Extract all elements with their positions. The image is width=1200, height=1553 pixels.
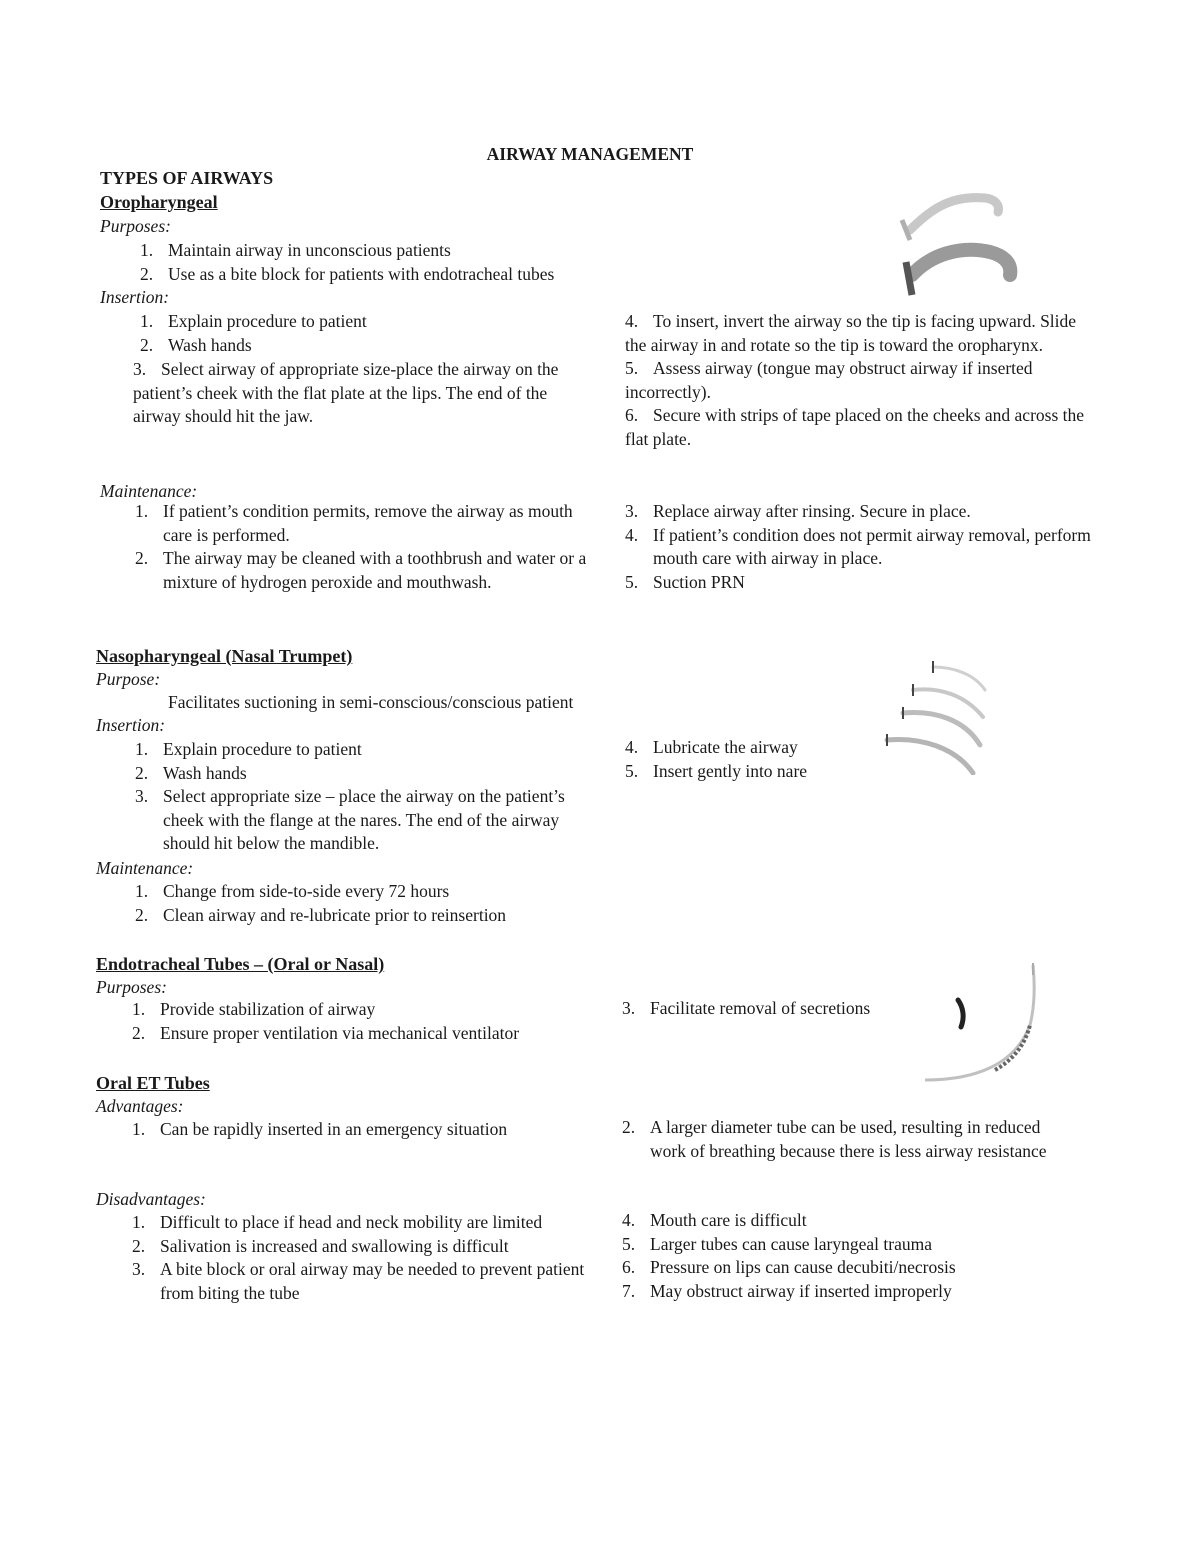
list-item xyxy=(622,997,932,1021)
naso-purpose-label: Purpose: xyxy=(96,669,161,689)
item-number: 1. xyxy=(132,999,146,1019)
item-number: 4. xyxy=(625,311,639,331)
list-item xyxy=(625,310,1090,357)
item-number: 3. xyxy=(132,1259,146,1279)
item-text: Wash hands xyxy=(168,334,252,355)
naso-insertion-right-list xyxy=(625,736,875,783)
nasopharyngeal-heading: Nasopharyngeal (Nasal Trumpet) xyxy=(96,646,353,666)
item-number: 2. xyxy=(135,904,149,925)
list-item xyxy=(135,762,575,786)
list-item xyxy=(132,1235,592,1259)
item-number: 6. xyxy=(622,1257,636,1277)
step-number: 3. xyxy=(133,359,147,379)
list-item xyxy=(132,1211,592,1235)
step-text: Select airway of appropriate size-place the airway on the patient’s cheek with the flat plate at the lips. The end of the airway should hit the jaw. xyxy=(133,359,559,426)
list-item xyxy=(132,1022,612,1046)
item-number: 5. xyxy=(625,571,639,592)
item-text: Suction PRN xyxy=(653,571,745,592)
oro-purposes-list xyxy=(140,239,700,286)
item-text: Facilitate removal of secretions xyxy=(650,998,871,1018)
item-number: 3. xyxy=(622,998,636,1018)
item-text: The airway may be cleaned with a toothbrush and water or a mixture of hydrogen peroxide and mouthwash. xyxy=(163,548,587,592)
item-text: Replace airway after rinsing. Secure in place. xyxy=(653,501,971,521)
item-text: Pressure on lips can cause decubiti/necrosis xyxy=(650,1257,956,1277)
item-text: Explain procedure to patient xyxy=(163,739,362,759)
item-text: Lubricate the airway xyxy=(653,737,798,757)
item-text: Insert gently into nare xyxy=(653,760,808,781)
ett-purposes-right-list xyxy=(622,997,932,1021)
list-item xyxy=(625,357,1090,404)
list-item xyxy=(135,904,615,928)
item-number: 3. xyxy=(625,501,639,521)
list-item xyxy=(622,1209,1082,1233)
list-item xyxy=(622,1280,1082,1304)
list-item xyxy=(625,404,1090,451)
oro-insertion-step-3 xyxy=(133,358,598,429)
oropharyngeal-airway-illustration xyxy=(890,180,1020,310)
item-text: Clean airway and re-lubricate prior to reinsertion xyxy=(163,904,507,925)
item-text: Ensure proper ventilation via mechanical ventilator xyxy=(160,1022,520,1043)
list-item xyxy=(140,263,700,287)
list-item xyxy=(625,500,1095,524)
item-number: 6. xyxy=(625,405,639,425)
item-number: 5. xyxy=(625,760,639,781)
item-number: 1. xyxy=(140,311,154,331)
oropharyngeal-heading: Oropharyngeal xyxy=(100,192,218,212)
item-text: Change from side-to-side every 72 hours xyxy=(163,881,450,901)
endotracheal-tube-illustration xyxy=(915,955,1055,1090)
oral-et-advantages-label: Advantages: xyxy=(96,1096,184,1116)
item-text: Wash hands xyxy=(163,762,247,783)
list-item xyxy=(135,738,575,762)
endotracheal-heading: Endotracheal Tubes – (Oral or Nasal) xyxy=(96,954,385,974)
ett-purposes-left-list xyxy=(132,998,612,1045)
item-text: If patient’s condition permits, remove the airway as mouth care is performed. xyxy=(163,501,573,545)
naso-maintenance-list xyxy=(135,880,615,927)
list-item xyxy=(132,1258,592,1305)
oral-et-disadvantages-left-list xyxy=(132,1211,592,1305)
item-number: 2. xyxy=(135,548,149,568)
naso-insertion-left-list xyxy=(135,738,575,856)
oro-insertion-left-list xyxy=(140,310,590,357)
list-item xyxy=(622,1256,1082,1280)
item-text: Can be rapidly inserted in an emergency situation xyxy=(160,1119,508,1139)
page-title: AIRWAY MANAGEMENT xyxy=(486,144,694,164)
item-text: Salivation is increased and swallowing is difficult xyxy=(160,1235,509,1256)
oral-et-advantages-left-list xyxy=(132,1118,592,1142)
item-text: Explain procedure to patient xyxy=(168,311,367,331)
item-text: To insert, invert the airway so the tip is facing upward. Slide the airway in and rotate so the tip is toward the oropharynx. xyxy=(625,311,1077,355)
item-number: 2. xyxy=(132,1022,146,1043)
oral-et-heading: Oral ET Tubes xyxy=(96,1073,210,1093)
item-number: 2. xyxy=(135,762,149,783)
item-text: A bite block or oral airway may be needed to prevent patient from biting the tube xyxy=(160,1259,585,1303)
list-item xyxy=(625,524,1095,571)
list-item xyxy=(625,736,875,760)
oro-maintenance-label: Maintenance: xyxy=(100,481,198,501)
oral-et-disadvantages-label: Disadvantages: xyxy=(96,1189,206,1209)
list-item xyxy=(135,500,600,547)
oro-insertion-right-list xyxy=(625,310,1090,451)
item-number: 1. xyxy=(135,501,149,521)
naso-purpose-text: Facilitates suctioning in semi-conscious/conscious patient xyxy=(168,692,574,712)
item-text: Mouth care is difficult xyxy=(650,1210,807,1230)
item-text: Difficult to place if head and neck mobility are limited xyxy=(160,1212,543,1232)
item-text: Select appropriate size – place the airway on the patient’s cheek with the flange at the nares. The end of the airway should hit below the mandible. xyxy=(163,786,565,853)
item-number: 2. xyxy=(140,334,154,355)
item-number: 1. xyxy=(135,881,149,901)
item-number: 1. xyxy=(132,1119,146,1139)
item-number: 7. xyxy=(622,1280,636,1301)
naso-insertion-label: Insertion: xyxy=(96,715,166,735)
item-text: A larger diameter tube can be used, resulting in reduced work of breathing because there is less airway resistance xyxy=(650,1117,1047,1161)
nasal-trumpet-illustration xyxy=(875,655,1005,775)
item-number: 4. xyxy=(622,1210,636,1230)
item-text: Larger tubes can cause laryngeal trauma xyxy=(650,1233,932,1254)
item-text: If patient’s condition does not permit airway removal, perform mouth care with airway in place. xyxy=(653,524,1091,568)
item-text: Provide stabilization of airway xyxy=(160,999,376,1019)
item-number: 1. xyxy=(140,240,154,260)
list-item xyxy=(625,571,1095,595)
list-item xyxy=(140,239,700,263)
item-number: 1. xyxy=(132,1212,146,1232)
item-text: Maintain airway in unconscious patients xyxy=(168,240,451,260)
naso-maintenance-label: Maintenance: xyxy=(96,858,194,878)
list-item xyxy=(622,1116,1062,1163)
oral-et-disadvantages-right-list xyxy=(622,1209,1082,1303)
item-number: 4. xyxy=(625,524,639,545)
item-text: Secure with strips of tape placed on the cheeks and across the flat plate. xyxy=(625,405,1085,449)
item-number: 5. xyxy=(622,1233,636,1254)
list-item xyxy=(132,998,612,1022)
list-item xyxy=(132,1118,592,1142)
list-item xyxy=(622,1233,1082,1257)
oro-purposes-label: Purposes: xyxy=(100,216,171,236)
list-item xyxy=(135,785,575,856)
list-item xyxy=(140,334,590,358)
types-heading: TYPES OF AIRWAYS xyxy=(100,168,274,188)
oral-et-advantages-right-list xyxy=(622,1116,1062,1163)
item-number: 4. xyxy=(625,737,639,757)
oro-maintenance-right-list xyxy=(625,500,1095,594)
item-text: May obstruct airway if inserted improperly xyxy=(650,1280,952,1301)
list-item xyxy=(140,310,590,334)
list-item xyxy=(625,760,875,784)
ett-purposes-label: Purposes: xyxy=(96,977,167,997)
item-number: 2. xyxy=(622,1117,636,1137)
list-item xyxy=(135,880,615,904)
item-text: Use as a bite block for patients with endotracheal tubes xyxy=(168,263,555,284)
item-number: 2. xyxy=(140,263,154,284)
item-number: 3. xyxy=(135,786,149,806)
item-number: 2. xyxy=(132,1235,146,1256)
oro-insertion-label: Insertion: xyxy=(100,287,170,307)
item-number: 1. xyxy=(135,739,149,759)
oro-maintenance-left-list xyxy=(135,500,600,594)
list-item xyxy=(135,547,600,594)
item-text: Assess airway (tongue may obstruct airway if inserted incorrectly). xyxy=(625,358,1033,402)
item-number: 5. xyxy=(625,358,639,378)
